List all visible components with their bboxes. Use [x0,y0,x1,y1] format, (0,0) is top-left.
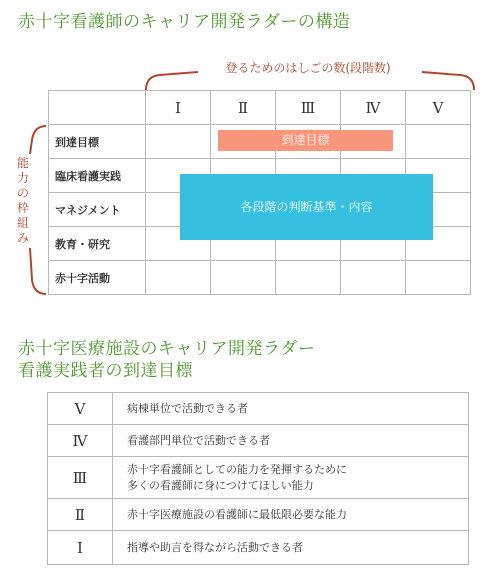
framework-label-char: の [16,186,29,200]
framework-label-char: 組 [16,216,29,230]
grid-header-row [49,91,471,125]
table-row [48,531,469,565]
structure-title: 赤十字看護師のキャリア開発ラダーの構造 [18,12,351,32]
framework-label-char: 能 [16,156,29,170]
goals-table [47,392,469,565]
level-label: Ⅲ [48,457,113,499]
framework-label-char: 枠 [16,201,29,215]
ladder-title: 赤十字医療施設のキャリア開発ラダー [18,339,316,359]
column-level-2: Ⅱ [211,91,276,125]
table-row [48,457,469,499]
framework-label [15,156,31,246]
row-label-clinical-practice: 臨床看護実践 [49,159,146,193]
level-description [113,393,469,425]
framework-label-char: 力 [16,171,29,185]
grid-row [49,261,471,295]
row-label-red-cross-activity: 赤十字活動 [49,261,146,295]
description-line: 赤十字看護師としての能力を発揮するために [127,462,347,476]
column-level-4: Ⅳ [341,91,406,125]
description-line: 多くの看護師に身につけてほしい能力 [127,478,314,492]
grid-cell [341,261,406,295]
level-description [113,531,469,565]
steps-bracket [140,64,480,92]
goal-bar: 到達目標 [218,130,393,151]
grid-cell [146,125,211,159]
framework-label-char: み [16,231,29,245]
row-label-education-research: 教育・研究 [49,227,146,261]
description-line: 指導や助言を得ながら活動できる者 [127,540,303,554]
level-description [113,457,469,499]
grid-cell [406,261,471,295]
level-label: Ⅱ [48,499,113,531]
steps-count-label: 登るためのはしごの数(段階数) [225,61,391,75]
row-label-management: マネジメント [49,193,146,227]
level-label: Ⅳ [48,425,113,457]
level-description [113,499,469,531]
description-line: 看護部門単位で活動できる者 [127,433,270,447]
grid-cell [276,261,341,295]
column-level-3: Ⅲ [276,91,341,125]
level-description [113,425,469,457]
row-label-goal: 到達目標 [49,125,146,159]
table-row [48,499,469,531]
level-label: Ⅰ [48,531,113,565]
column-level-5: Ⅴ [406,91,471,125]
table-row [48,393,469,425]
description-line: 赤十字医療施設の看護師に最低限必要な能力 [127,507,347,521]
ladder-subtitle: 看護実践者の到達目標 [18,361,193,381]
table-row [48,425,469,457]
grid-cell [406,125,471,159]
grid-corner-cell [49,91,146,125]
grid-cell [146,261,211,295]
column-level-1: Ⅰ [146,91,211,125]
level-label: Ⅴ [48,393,113,425]
grid-cell [211,261,276,295]
description-line: 病棟単位で活動できる者 [127,401,248,415]
criteria-bar: 各段階の判断基準・内容 [180,174,433,240]
